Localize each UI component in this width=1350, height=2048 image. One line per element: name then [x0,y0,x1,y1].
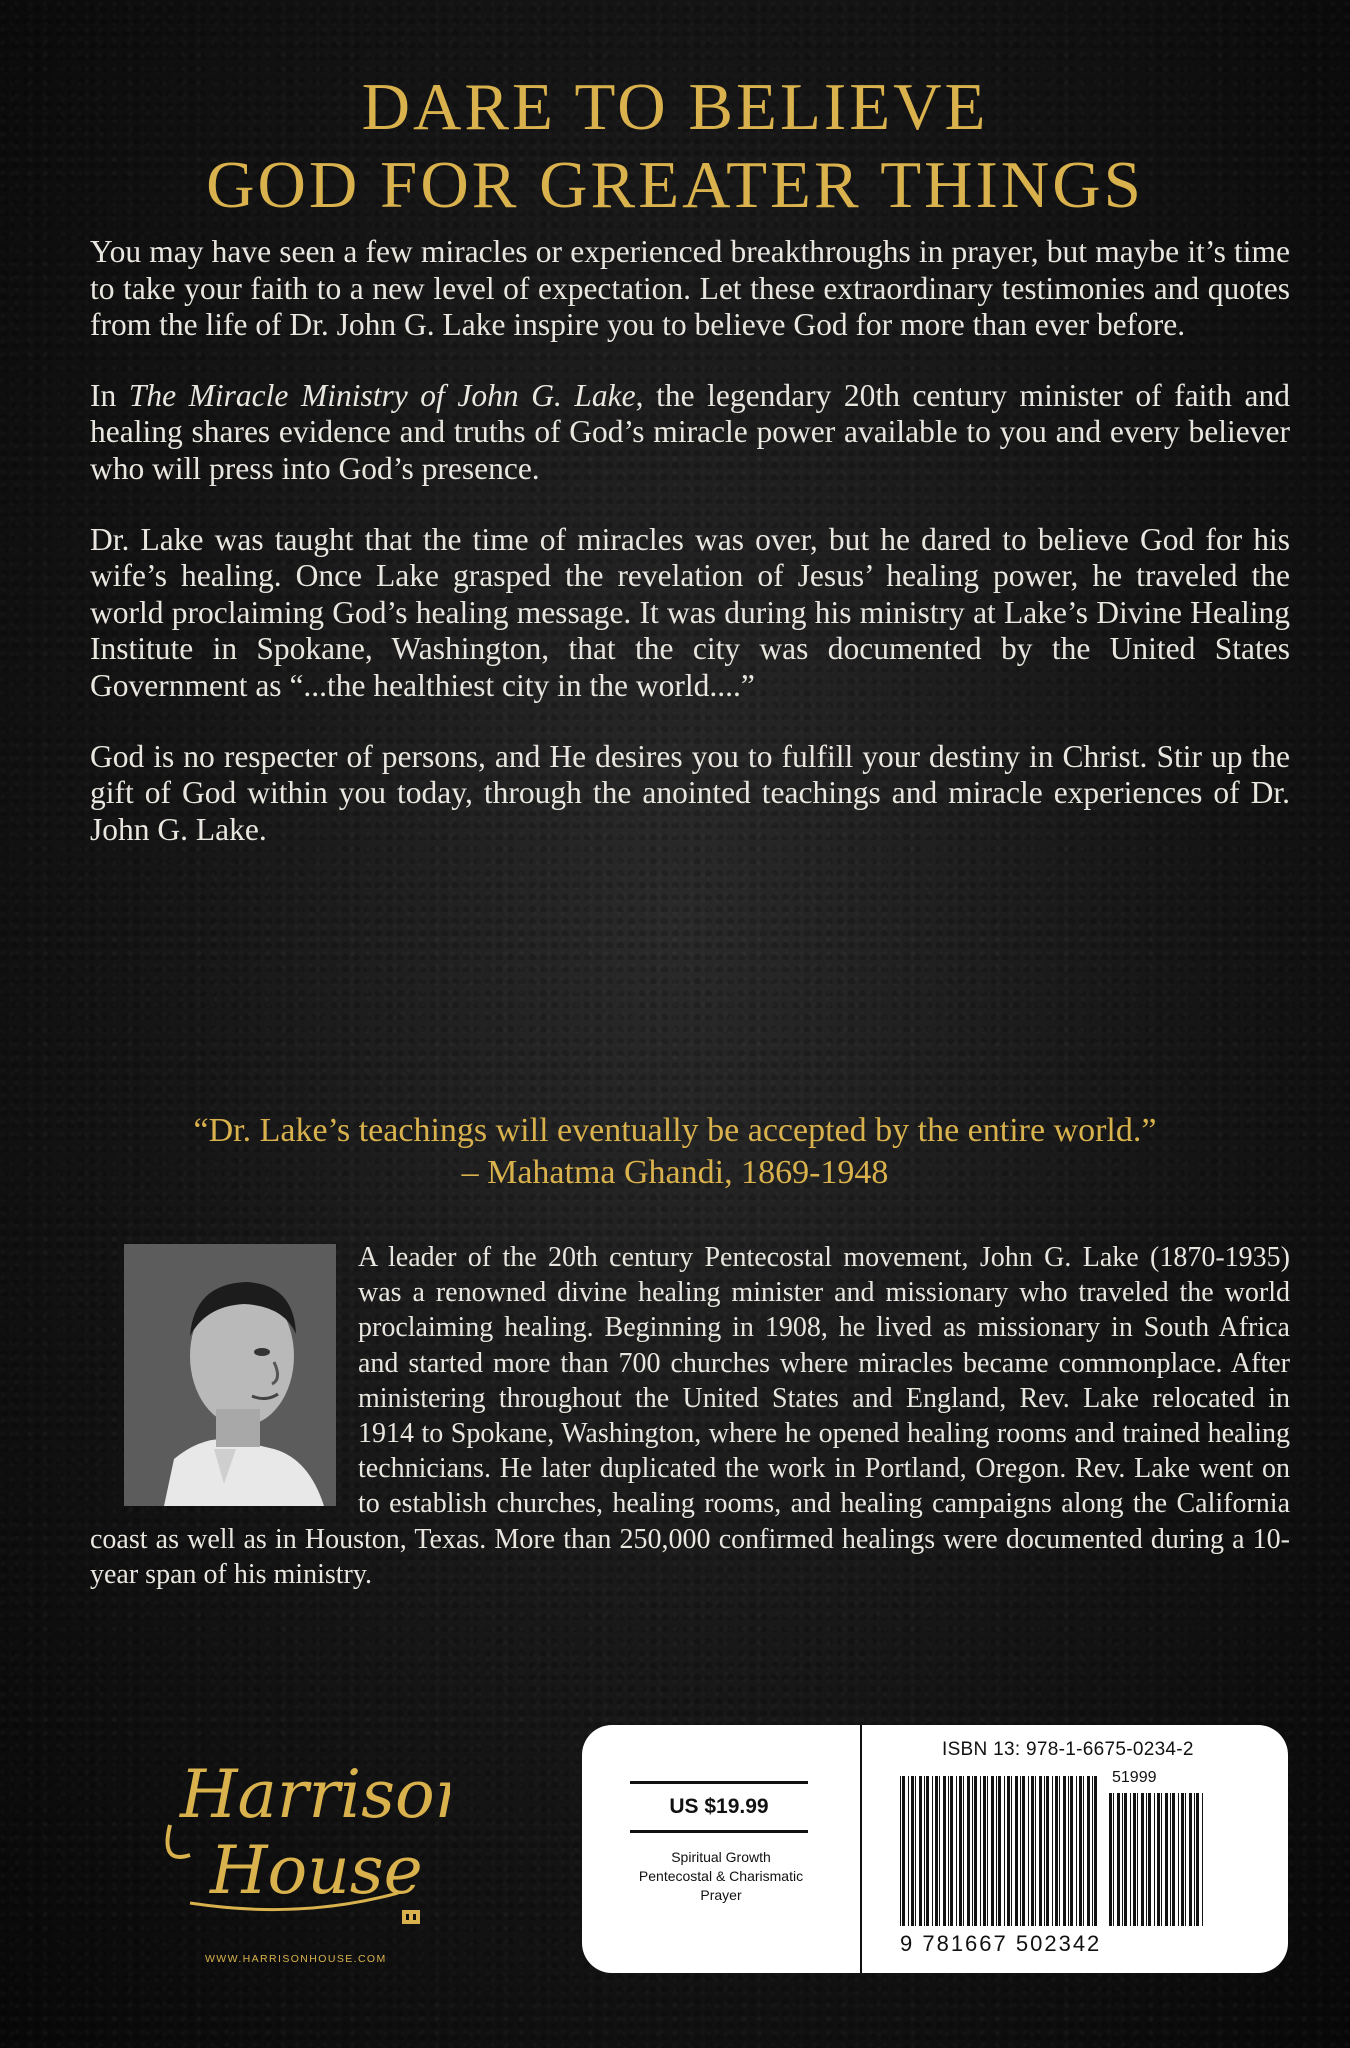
paragraph-2-rest: , the legendary 20th century minister of faith and healing shares evidence and truths of God’s miracle power available to you and every believer who will press into God’s presence. [90,377,1290,486]
barcode-bar [900,1776,901,1926]
paragraph-4: God is no respecter of persons, and He desires you to fulfill your destiny in Christ. Stir up the gift of God within you today, through the anointed teachings and miracle experiences of Dr. John G. Lake. [90,738,1290,847]
barcode-bar [932,1776,933,1926]
paragraph-2 [90,378,1290,488]
barcode-bar [1130,1793,1131,1926]
barcode-bar [1094,1776,1097,1926]
barcode-bar [996,1776,997,1926]
publisher-logo [150,1725,450,1985]
barcode-bar [991,1776,994,1926]
barcode-bar [1161,1793,1162,1926]
barcode-bar [1181,1793,1184,1926]
barcode-bar [939,1776,940,1926]
barcode-bar [974,1776,977,1926]
barcode-bar [915,1776,916,1926]
barcode-bar [998,1776,1001,1926]
price-barcode [1109,1793,1209,1943]
barcode-bar [1148,1793,1151,1926]
author-bio [90,1240,1290,1592]
barcode-bar [1157,1793,1160,1926]
barcode-bar [1070,1776,1073,1926]
paragraph-3: Dr. Lake was taught that the time of miracles was over, but he dared to believe God for his wife’s healing. Once Lake grasped the revelation of Jesus’ healing power, he traveled the world proclaiming God’s healing message. It was during his ministry at Lake’s Divine Healing Institute in Spokane, Washington, that the city was documented by the United States Government as “...the healthiest city in the world....” [90,521,1290,703]
barcode-bar [1044,1776,1045,1926]
portrait-illustration [124,1244,336,1506]
barcode-bar [911,1776,914,1926]
barcode-bar [935,1776,938,1926]
isbn-label: ISBN 13: 978-1-6675-0234-2 [942,1739,1194,1760]
barcode-bar [959,1776,962,1926]
barcode-bar [1022,1776,1025,1926]
barcode-bar [1133,1793,1136,1926]
barcode-bar [967,1776,970,1926]
description [90,234,1290,882]
barcode-bar [1068,1776,1069,1926]
barcode-bar [1137,1793,1138,1926]
barcode-bar [1154,1793,1155,1926]
headline-line-2: GOD FOR GREATER THINGS [206,148,1144,222]
logo-word-2: House [210,1832,423,1909]
author-portrait [124,1244,336,1506]
barcode-bar [1055,1776,1058,1926]
quote-attribution: – Mahatma Ghandi, 1869-1948 [461,1154,889,1191]
barcode-bar [1170,1793,1171,1926]
barcode-bar [1020,1776,1021,1926]
barcode-bar [1052,1776,1053,1926]
barcode-bar [1185,1793,1186,1926]
barcode-bar [1007,1776,1010,1926]
barcode-bar [1113,1793,1114,1926]
barcode-bar [1122,1793,1123,1926]
category-2: Pentecostal & Charismatic [638,1868,804,1884]
barcode-bar [1004,1776,1005,1926]
barcode-bar [1165,1793,1168,1926]
paragraph-1: You may have seen a few miracles or experienced breakthroughs in prayer, but maybe it’s time to take your faith to a new level of expectation. Let these extraordinary testimonies and quotes from the life of Dr. John G. Lake inspire you to believe God for more than ever before. [90,234,1290,343]
barcode-digits: 9 781667 502342 [900,1931,1102,1956]
panel-divider [860,1725,862,1973]
barcode-bar [1202,1793,1203,1926]
paragraph-2-lead: In [90,377,129,413]
barcode-bar [1076,1776,1077,1926]
barcode-bar [1178,1793,1179,1926]
barcode-bar [1046,1776,1049,1926]
barcode-bar [1011,1776,1012,1926]
barcode-bar [908,1776,909,1926]
barcode-bar [919,1776,922,1926]
barcode-bar [926,1776,929,1926]
barcode-bar [1189,1793,1192,1926]
isbn-barcode [900,1776,1100,1926]
category-3: Prayer [700,1887,742,1903]
barcode-bar [1141,1793,1144,1926]
barcode-bar [1059,1776,1060,1926]
barcode-bar [1194,1793,1195,1926]
headline [0,68,1350,224]
categories [582,1848,860,1905]
price-code: 51999 [1112,1769,1157,1786]
quote-text: “Dr. Lake’s teachings will eventually be accepted by the entire world.” [193,1112,1157,1149]
bio-text: A leader of the 20th century Pentecostal movement, John G. Lake (1870-1935) was a renowned divine healing minister and missionary who traveled the world proclaiming healing. Beginning in 1908, he lived as missionary in South Africa and started more than 700 churches where miracles became commonplace. After ministering throughout the United States and England, Rev. Lake relocated in 1914 to Spokane, Washington, where he opened healing rooms and trained healing technicians. He later duplicated the work in Portland, Oregon. Rev. Lake went on to establish churches, healing rooms, and healing campaigns along the California coast as well as in Houston, Texas. More than 250,000 confirmed healings were documented during a 10-year span of his ministry. [90,1242,1290,1590]
barcode-bar [1063,1776,1066,1926]
barcode-bar [1087,1776,1090,1926]
barcode-bar [1172,1793,1175,1926]
endorsement-quote [0,1110,1350,1194]
barcode-panel [582,1725,1288,1973]
barcode-bar [948,1776,949,1926]
barcode-bar [972,1776,973,1926]
barcode-bar [1028,1776,1029,1926]
barcode-bar [924,1776,925,1926]
barcode-bar [1124,1793,1127,1926]
barcode-bar [950,1776,953,1926]
publisher-url: WWW.HARRISONHOUSE.COM [205,1953,387,1965]
barcode-bar [1039,1776,1042,1926]
barcode-bar [1031,1776,1034,1926]
barcode-bar [983,1776,986,1926]
barcode-bar [1083,1776,1084,1926]
barcode-bar [1015,1776,1018,1926]
book-title: The Miracle Ministry of John G. Lake [128,377,636,413]
barcode-bar [1109,1793,1112,1926]
barcode-bar [980,1776,981,1926]
barcode-bar [1079,1776,1082,1926]
logo-word-1: Harrison [180,1756,450,1833]
barcode-bar [1117,1793,1120,1926]
barcode-bar [956,1776,957,1926]
headline-line-1: DARE TO BELIEVE [361,70,989,144]
barcode-bar [1196,1793,1199,1926]
barcode-bar [902,1776,905,1926]
price: US $19.99 [630,1781,808,1833]
harrison-house-logo-icon [150,1725,450,1950]
barcode-bar [943,1776,946,1926]
barcode-bar [963,1776,964,1926]
barcode-bar [1035,1776,1036,1926]
barcode-bar [1146,1793,1147,1926]
barcode-bar [987,1776,988,1926]
price-area [582,1725,860,1973]
category-1: Spiritual Growth [671,1849,771,1865]
barcode-bar [1092,1776,1093,1926]
